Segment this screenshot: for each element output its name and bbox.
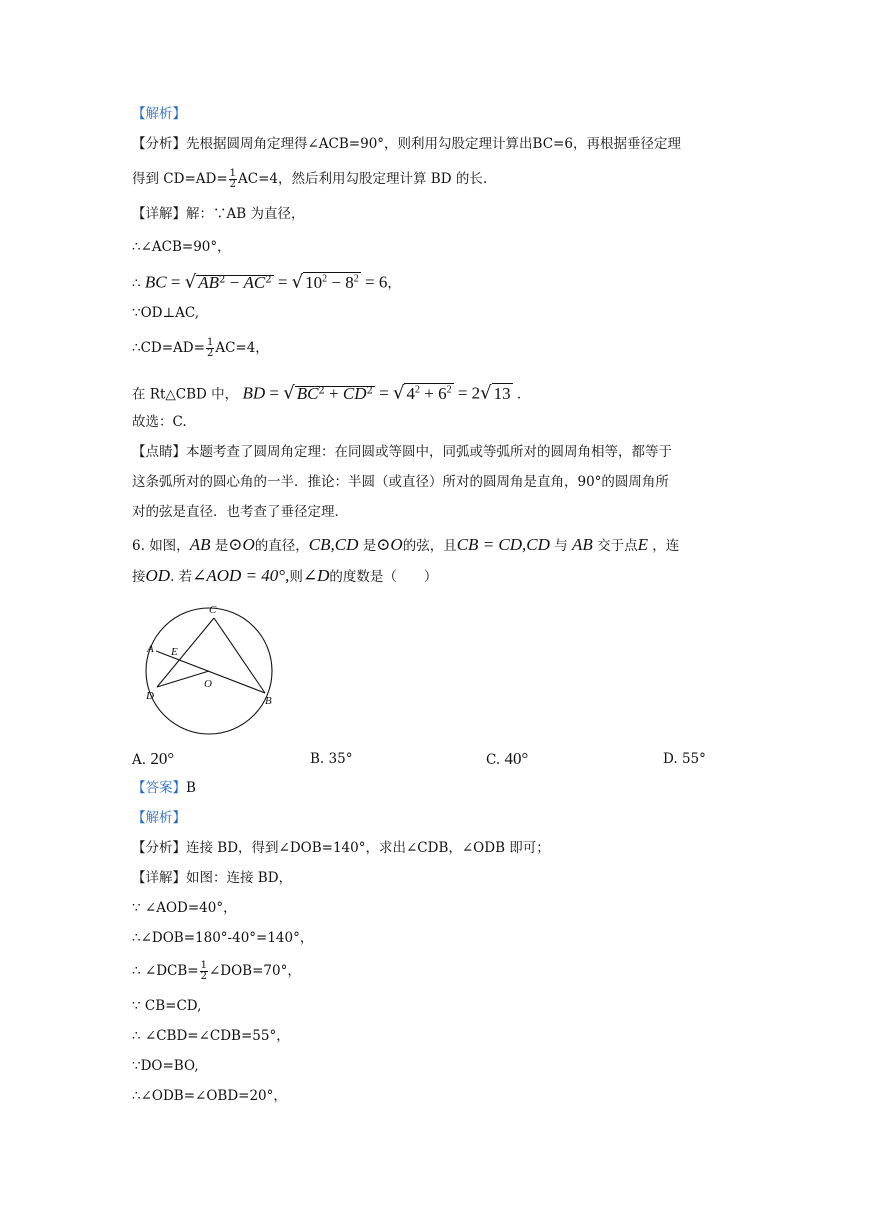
label-b: B [265, 695, 272, 707]
analysis-heading: 【解析】 [132, 106, 186, 122]
step-2: ∴∠DOB=180°-40°=140°， [132, 930, 314, 946]
step-7: ∴∠ODB=∠OBD=20°， [132, 1088, 287, 1104]
xiangjie-line: 【详解】解：∵AB 为直径， [132, 206, 305, 222]
label-c: C [209, 604, 217, 616]
step-6: ∵DO=BO, [132, 1058, 199, 1074]
chord-cd [157, 618, 214, 687]
option-a: A. 20° [132, 749, 175, 768]
xiangjie-2-line: 【详解】如图：连接 BD， [132, 870, 293, 886]
fenxi-line-2: 得到 CD=AD= $\frac{1}{2}$ AC=4，然后利用勾股定理计算 BD 的长. [132, 168, 488, 190]
guxuan-line: 故选：C. [132, 414, 187, 430]
answer-value: B [186, 780, 196, 796]
label-d: D [146, 690, 154, 702]
step-1: ∵ ∠AOD=40°， [132, 900, 237, 916]
bc-equation: ∴ BC = √ $AB^2 - AC^2$ = √ $10^2 - 8^2 = 6$， [132, 271, 401, 293]
option-c: C. 40° [486, 749, 529, 768]
od-perp-line: ∵OD⊥AC, [132, 305, 200, 321]
label-o: O [204, 678, 212, 690]
acb-line: ∴∠ACB=90°， [132, 239, 231, 255]
chord-cb [214, 618, 265, 693]
label-a: A [147, 643, 154, 655]
segment-od [157, 671, 209, 687]
analysis-heading-2: 【解析】 [132, 810, 186, 826]
question-6-line-1: 6. 如图，AB 是⊙O的直径，CB,CD 是⊙O的弦，且CB = CD,CD 与 AB 交于点E ，连 [132, 535, 680, 554]
step-3: ∴ ∠DCB= $\frac{1}{2}$ ∠DOB=70°， [132, 960, 301, 982]
option-b: B. 35° [310, 751, 353, 767]
bd-equation: 在 Rt△CBD 中， BD = √ $BC^2 + CD^2$ = √ $4^2 + 6^2 = 2√$ 13 . [132, 382, 522, 404]
fenxi-2-line: 【分析】连接 BD，得到∠DOB=140°，求出∠CDB，∠ODB 即可； [132, 840, 550, 856]
fenxi-tag: 【分析】 [132, 136, 186, 152]
fenxi-line-1 [132, 134, 681, 154]
question-6-line-2: 接OD. 若∠AOD = 40°,则∠D的度数是（ ） [132, 566, 438, 585]
cd-ad-line: ∴CD=AD= $\frac{1}{2}$ AC=4， [132, 337, 269, 359]
answer-line [132, 778, 196, 798]
step-5: ∴ ∠CBD=∠CDB=55°， [132, 1028, 290, 1044]
circle-geometry-figure [141, 601, 291, 736]
dianjing-line-1: 【点睛】本题考查了圆周角定理：在同圆或等圆中，同弧或等弧所对的圆周角相等，都等于 [132, 444, 672, 460]
dianjing-line-3: 对的弦是直径．也考查了垂径定理． [132, 504, 348, 520]
step-4: ∵ CB=CD, [132, 998, 202, 1014]
fraction-half: $\frac{1}{2}$ [229, 168, 237, 190]
option-d: D. 55° [663, 751, 706, 767]
answer-tag: 【答案】 [132, 780, 186, 796]
dianjing-line-2: 这条弧所对的圆心角的一半．推论：半圆（或直径）所对的圆周角是直角，90°的圆周角所 [132, 474, 669, 490]
fenxi-text-1: 先根据圆周角定理得∠ACB=90°，则利用勾股定理计算出BC=6，再根据垂径定理 [186, 136, 681, 152]
label-e: E [171, 646, 178, 658]
